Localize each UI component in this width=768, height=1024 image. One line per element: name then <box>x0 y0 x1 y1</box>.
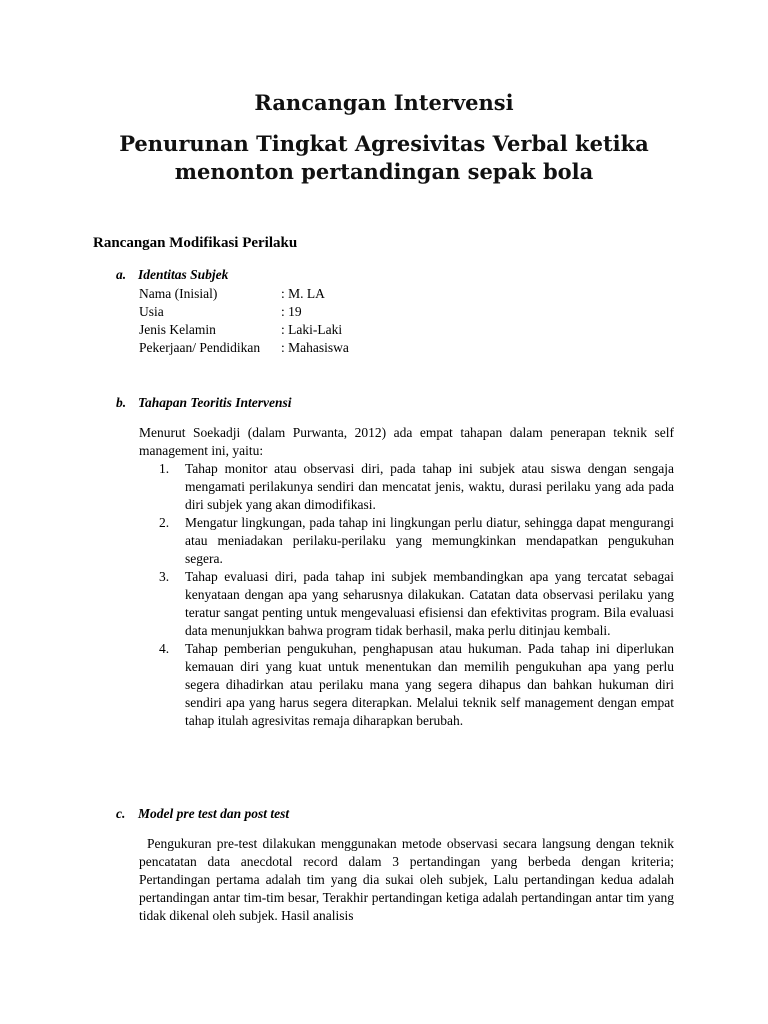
step-number: 1. <box>159 461 170 476</box>
identity-key: Nama (Inisial) <box>139 286 218 301</box>
identity-row <box>139 339 349 357</box>
section-c-letter: c. <box>116 806 126 821</box>
step-item <box>139 640 674 730</box>
document-subtitle-line1: Penurunan Tingkat Agresivitas Verbal ketika <box>119 131 649 156</box>
identity-key: Jenis Kelamin <box>139 322 216 337</box>
section-b-heading <box>116 394 292 412</box>
identity-value: : M. LA <box>281 286 325 301</box>
identity-key: Pekerjaan/ Pendidikan <box>139 340 261 355</box>
identity-row <box>139 303 349 321</box>
section-c-title: Model pre test dan post test <box>138 806 290 821</box>
section-a-title: Identitas Subjek <box>138 267 229 282</box>
step-text: Mengatur lingkungan, pada tahap ini lingkungan perlu diatur, sehingga dapat mengurangi atau meniadakan perilaku-perilaku yang memungkinkan mendapatkan pengukuhan segera. <box>185 515 674 566</box>
identity-value: : Mahasiswa <box>281 340 349 355</box>
step-text: Tahap pemberian pengukuhan, penghapusan atau hukuman. Pada tahap ini diperlukan kemauan diri yang kuat untuk menentukan dan memilih pengukuhan apa yang perlu segera dihadirkan atau perilaku mana yang segera dihapus dan bahkan hukuman diri sendiri apa yang harus segera diterapkan. Melalui teknik self management dengan empat tahap itulah agresivitas remaja diharapkan berubah. <box>185 641 674 728</box>
step-number: 3. <box>159 569 170 584</box>
identity-table <box>139 285 349 357</box>
document-subtitle <box>0 130 768 186</box>
identity-row <box>139 321 349 339</box>
section-b-intro: Menurut Soekadji (dalam Purwanta, 2012) ada empat tahapan dalam penerapan teknik self management ini, yaitu: <box>139 425 674 458</box>
identity-key: Usia <box>139 304 164 319</box>
step-item <box>139 568 674 640</box>
document-subtitle-line2: menonton pertandingan sepak bola <box>174 159 594 184</box>
identity-value: : 19 <box>281 304 302 319</box>
section-a-heading <box>116 266 228 284</box>
identity-row <box>139 285 349 303</box>
identity-value: : Laki-Laki <box>281 322 343 337</box>
section-heading: Rancangan Modifikasi Perilaku <box>93 235 298 251</box>
document-title: Rancangan Intervensi <box>254 90 514 115</box>
step-item <box>139 460 674 514</box>
section-b-letter: b. <box>116 395 127 410</box>
step-number: 2. <box>159 515 170 530</box>
section-c-paragraph: Pengukuran pre-test dilakukan menggunakan metode observasi secara langsung dengan teknik pencatatan data anecdotal record dalam 3 pertandingan yang berbeda dengan kriteria; Pertandingan pertama adalah tim yang dia sukai oleh subjek, Lalu pertandingan kedua adalah pertandingan antar tim-tim besar, Terakhir pertandingan ketiga adalah pertandingan antar tim yang tidak dikenal oleh subjek. Hasil analisis <box>139 836 674 923</box>
step-item <box>139 514 674 568</box>
section-b-title: Tahapan Teoritis Intervensi <box>138 395 292 410</box>
section-c-heading <box>116 805 289 823</box>
step-number: 4. <box>159 641 170 656</box>
steps-list <box>139 460 674 730</box>
section-a-letter: a. <box>116 267 127 282</box>
step-text: Tahap evaluasi diri, pada tahap ini subjek membandingkan apa yang tercatat sebagai kenyataan dengan apa yang seharusnya dilakukan. Catatan data observasi perilaku yang teratur sangat penting untuk mengevaluasi efisiensi dan efektivitas program. Bila evaluasi data menunjukkan bahwa program tidak berhasil, maka perlu ditinjau kembali. <box>185 569 674 638</box>
step-text: Tahap monitor atau observasi diri, pada tahap ini subjek atau siswa dengan sengaja mengamati perilakunya sendiri dan mencatat jenis, waktu, durasi perilaku yang ada pada diri subjek yang akan dimodifikasi. <box>185 461 674 512</box>
